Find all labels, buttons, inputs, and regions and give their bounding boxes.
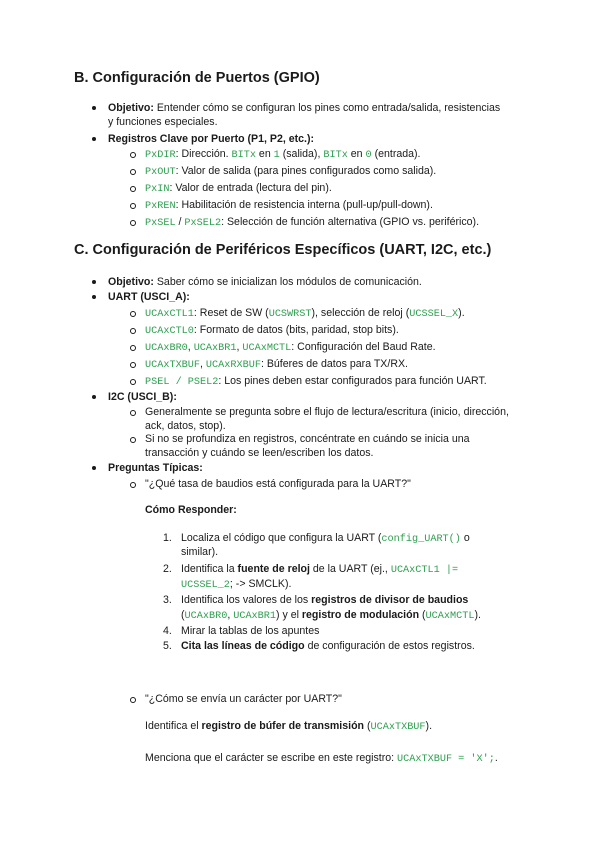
- question-2-answer: Identifica el registro de búfer de transmisión (UCAxTXBUF).: [145, 720, 433, 733]
- objetivo-c-line: Objetivo: Saber cómo se inicializan los módulos de comunicación.: [108, 276, 422, 288]
- bullet-circle: [130, 203, 136, 209]
- step-4: Mirar la tablas de los apuntes: [181, 625, 320, 637]
- objetivo-b-line-2: y funciones especiales.: [108, 116, 218, 128]
- bullet-circle: [130, 186, 136, 192]
- bullet-dot: [92, 295, 96, 299]
- question-1: "¿Qué tasa de baudios está configurada para la UART?": [145, 478, 411, 490]
- section-b-heading: B. Configuración de Puertos (GPIO): [74, 70, 320, 86]
- bullet-circle: [130, 345, 136, 351]
- i2c-item-1: Generalmente se pregunta sobre el flujo de lectura/escritura (inicio, dirección,: [145, 406, 509, 418]
- section-c-heading: C. Configuración de Periféricos Específicos (UART, I2C, etc.): [74, 242, 492, 258]
- register-item-pxout: PxOUT: Valor de salida (para pines configurados como salida).: [145, 165, 437, 178]
- bullet-dot: [92, 466, 96, 470]
- uart-label: UART (USCI_A):: [108, 291, 190, 303]
- step-number: 5.: [163, 640, 172, 652]
- bullet-circle: [130, 379, 136, 385]
- step-1-cont: similar).: [181, 546, 219, 558]
- i2c-item-1-cont: ack, datos, stop).: [145, 420, 226, 432]
- uart-item-psel: PSEL / PSEL2: Los pines deben estar configurados para función UART.: [145, 375, 487, 388]
- bullet-circle: [130, 697, 136, 703]
- bullet-dot: [92, 395, 96, 399]
- register-item-pxsel: PxSEL / PxSEL2: Selección de función alternativa (GPIO vs. periférico).: [145, 216, 480, 229]
- registros-clave-label: Registros Clave por Puerto (P1, P2, etc.):: [108, 133, 315, 145]
- objetivo-b-line: Objetivo: Entender cómo se configuran los pines como entrada/salida, resistencias: [108, 102, 501, 114]
- question-2-mention: Menciona que el carácter se escribe en este registro: UCAxTXBUF = 'X';.: [145, 752, 498, 765]
- uart-item-ctl1: UCAxCTL1: Reset de SW (UCSWRST), selección de reloj (UCSSEL_X).: [145, 307, 465, 320]
- uart-item-baud: UCAxBR0, UCAxBR1, UCAxMCTL: Configuración del Baud Rate.: [145, 341, 436, 354]
- step-3: Identifica los valores de los registros de divisor de baudios: [181, 594, 469, 606]
- step-3-cont: (UCAxBR0, UCAxBR1) y el registro de modulación (UCAxMCTL).: [181, 609, 481, 622]
- step-2-cont: UCSSEL_2; -> SMCLK).: [181, 578, 292, 591]
- i2c-label: I2C (USCI_B):: [108, 391, 177, 403]
- bullet-dot: [92, 137, 96, 141]
- bullet-circle: [130, 410, 136, 416]
- step-number: 4.: [163, 625, 172, 637]
- step-5: Cita las líneas de código de configuración de estos registros.: [181, 640, 475, 652]
- bullet-circle: [130, 362, 136, 368]
- bullet-circle: [130, 152, 136, 158]
- bullet-circle: [130, 220, 136, 226]
- step-number: 1.: [163, 532, 172, 544]
- i2c-item-2-cont: transacción y cuándo se leen/escriben los datos.: [145, 447, 374, 459]
- preguntas-label: Preguntas Típicas:: [108, 462, 203, 474]
- uart-item-ctl0: UCAxCTL0: Formato de datos (bits, paridad, stop bits).: [145, 324, 399, 337]
- step-1: Localiza el código que configura la UART (config_UART() o: [181, 532, 470, 545]
- como-responder-label: Cómo Responder:: [145, 504, 237, 516]
- register-item-pxin: PxIN: Valor de entrada (lectura del pin).: [145, 182, 332, 195]
- step-number: 3.: [163, 594, 172, 606]
- bullet-circle: [130, 482, 136, 488]
- step-number: 2.: [163, 563, 172, 575]
- question-2: "¿Cómo se envía un carácter por UART?": [145, 693, 342, 705]
- register-item-pxren: PxREN: Habilitación de resistencia interna (pull-up/pull-down).: [145, 199, 433, 212]
- bullet-circle: [130, 437, 136, 443]
- bullet-circle: [130, 311, 136, 317]
- register-item-pxdir: PxDIR: Dirección. BITx en 1 (salida), BITx en 0 (entrada).: [145, 148, 421, 161]
- bullet-dot: [92, 106, 96, 110]
- bullet-circle: [130, 169, 136, 175]
- uart-item-buf: UCAxTXBUF, UCAxRXBUF: Búferes de datos para TX/RX.: [145, 358, 408, 371]
- i2c-item-2: Si no se profundiza en registros, concéntrate en cuándo se inicia una: [145, 433, 470, 445]
- bullet-circle: [130, 328, 136, 334]
- step-2: Identifica la fuente de reloj de la UART (ej., UCAxCTL1 |=: [181, 563, 459, 576]
- bullet-dot: [92, 280, 96, 284]
